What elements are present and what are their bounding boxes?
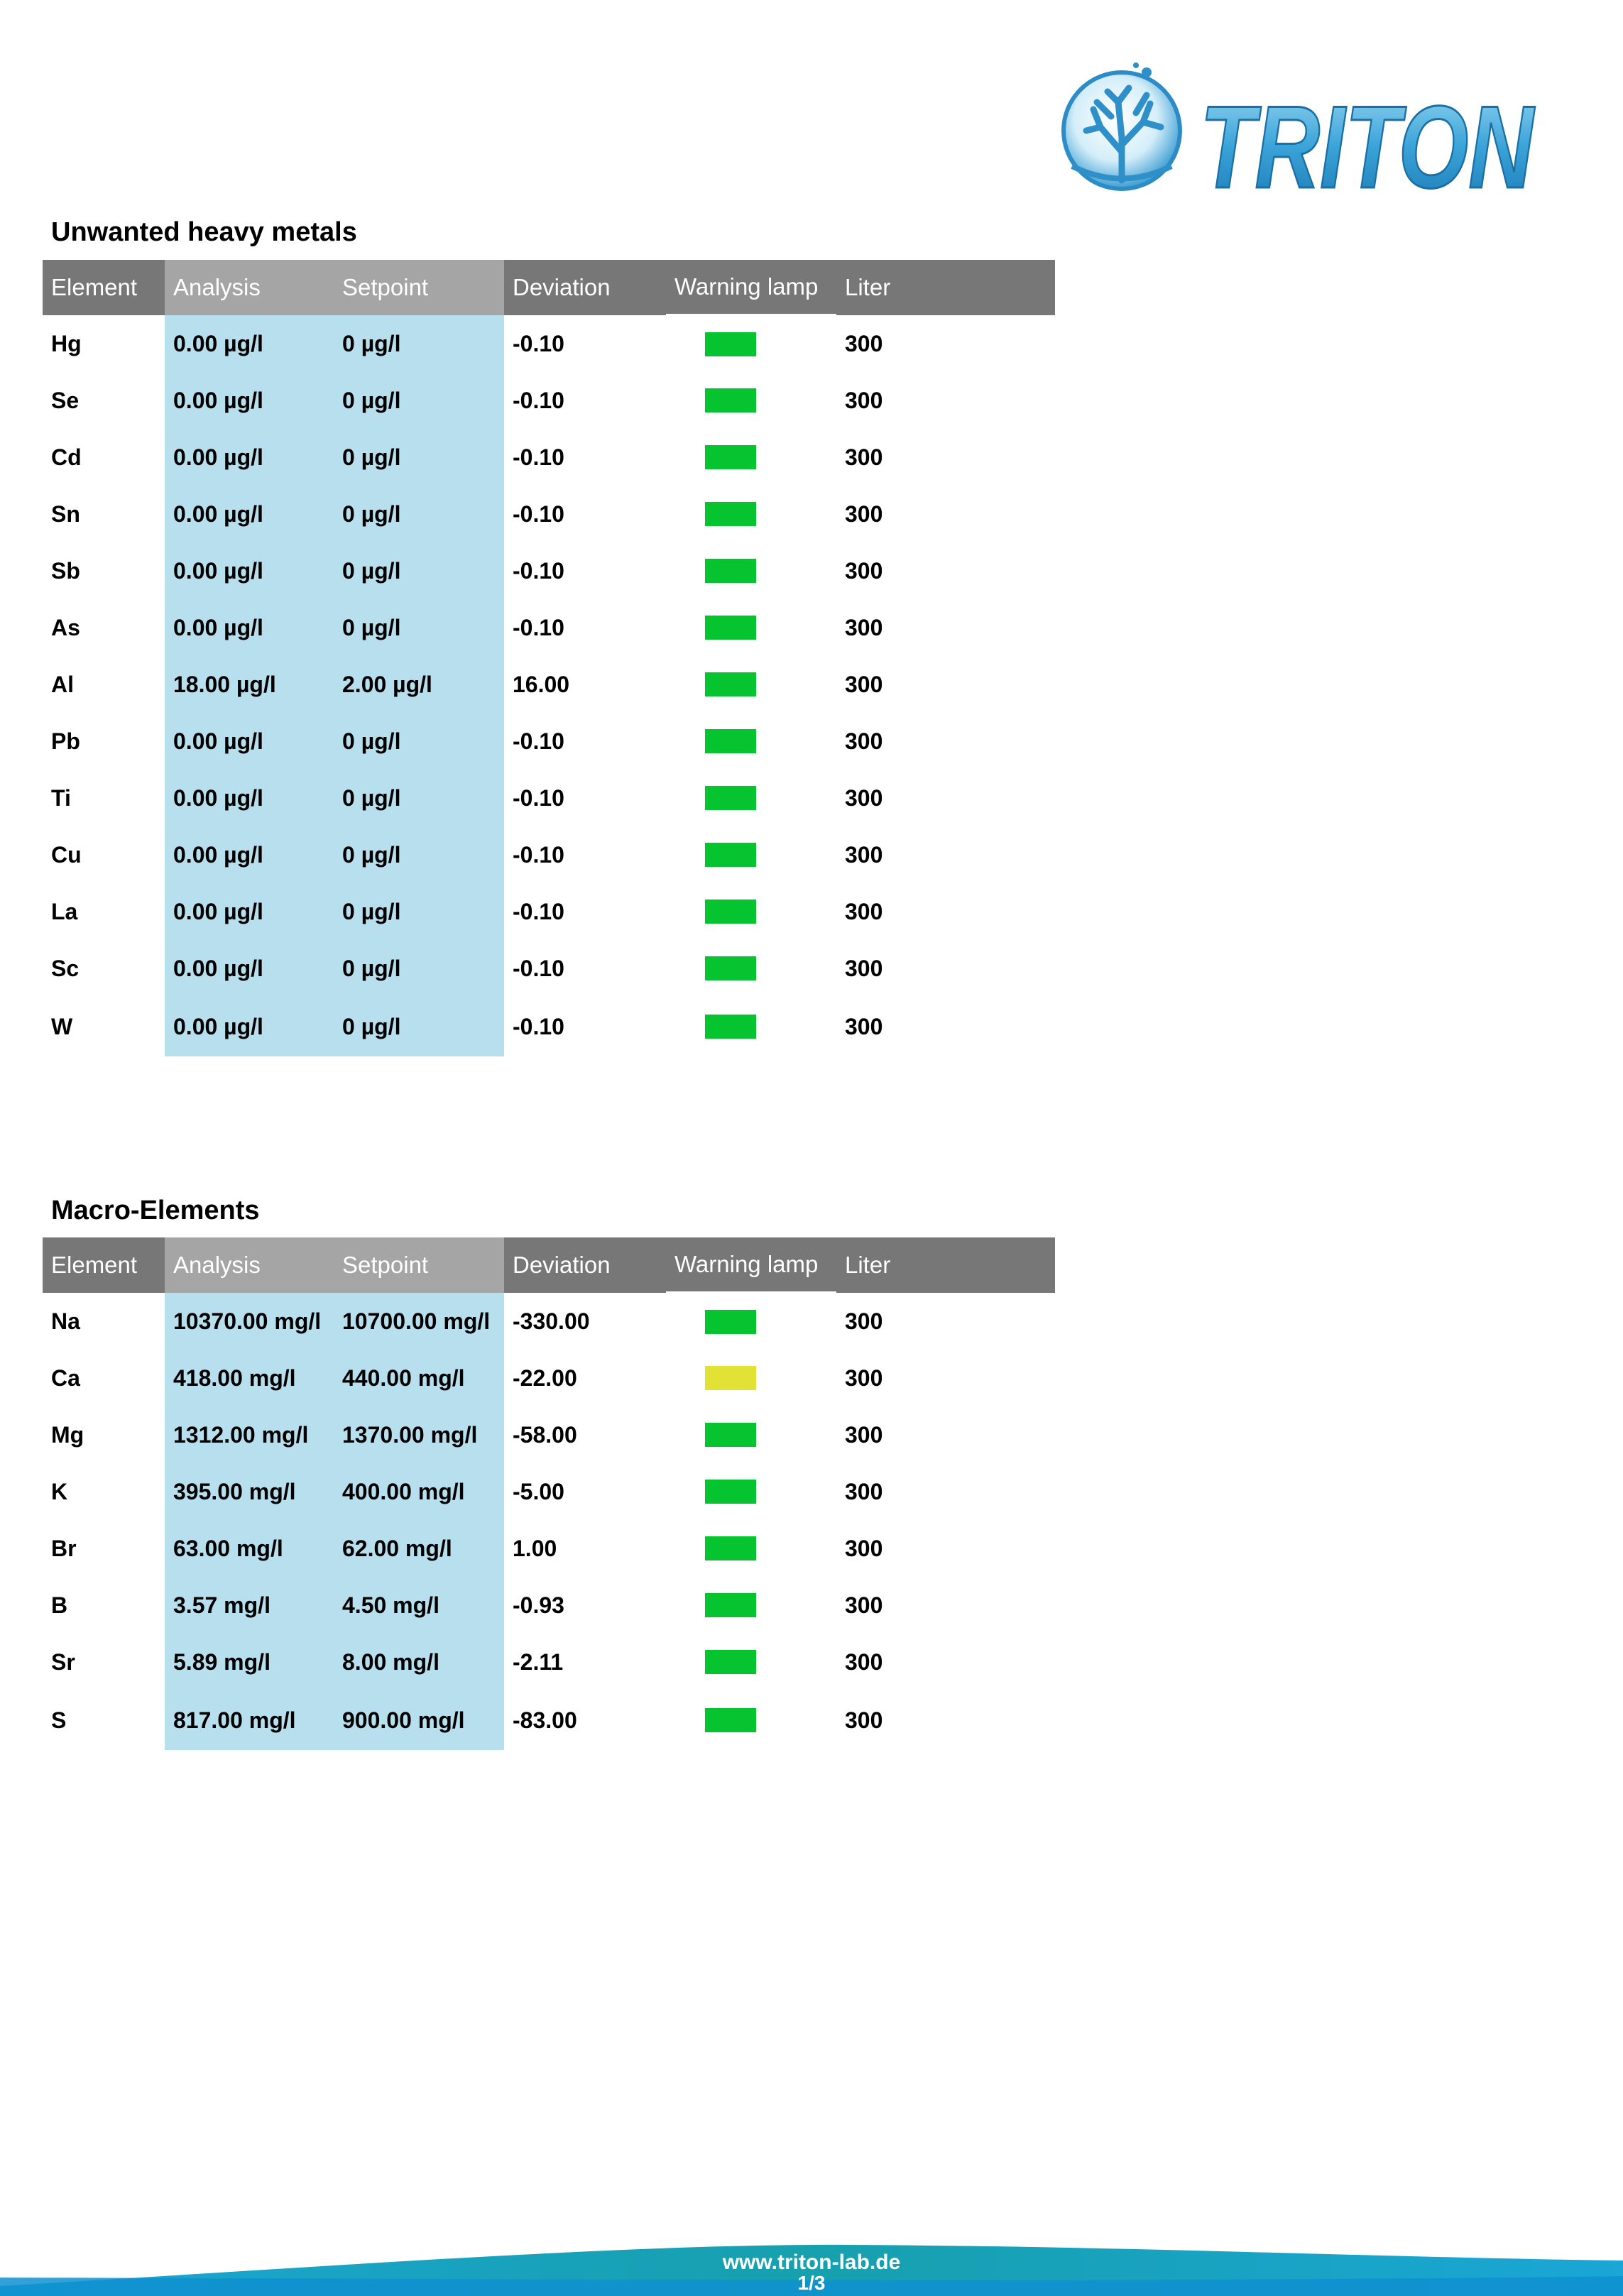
deviation-cell: -0.10 [513,898,564,924]
setpoint-cell: 0 µg/l [334,826,504,883]
analysis-cell: 0.00 µg/l [165,940,334,997]
warning-lamp-indicator [705,1593,756,1617]
table-row [43,1577,1055,1634]
setpoint-cell: 0 µg/l [334,997,504,1056]
setpoint-cell: 0 µg/l [334,599,504,656]
element-cell: S [51,1707,67,1733]
heavy-metals-rows [43,315,1055,1056]
macro-elements-title: Macro-Elements [51,1196,260,1225]
warning-lamp-cell [666,1293,836,1350]
setpoint-cell: 400.00 mg/l [334,1463,504,1520]
element-cell: Sb [51,557,80,584]
liter-cell: 300 [845,1013,883,1039]
table-row [43,1634,1055,1690]
table-row [43,1406,1055,1463]
table-row [43,940,1055,997]
macro-elements-table [43,1237,1055,1750]
deviation-cell: -0.10 [513,841,564,868]
triton-logo [1058,60,1541,212]
col-header-element: Element [43,1237,165,1293]
warning-lamp-cell [666,1577,836,1634]
warning-lamp-cell [666,599,836,656]
deviation-cell: -0.10 [513,330,564,356]
warning-lamp-indicator [705,1480,756,1504]
liter-cell: 300 [845,444,883,470]
table-row [43,770,1055,826]
element-cell: Br [51,1535,77,1561]
warning-lamp-cell [666,1520,836,1577]
element-cell: Hg [51,330,82,356]
analysis-cell: 817.00 mg/l [165,1690,334,1750]
setpoint-cell: 4.50 mg/l [334,1577,504,1634]
setpoint-cell: 62.00 mg/l [334,1520,504,1577]
table-row [43,656,1055,713]
analysis-cell: 0.00 µg/l [165,372,334,429]
element-cell: Cd [51,444,82,470]
analysis-cell: 0.00 µg/l [165,770,334,826]
analysis-cell: 0.00 µg/l [165,599,334,656]
deviation-cell: -0.10 [513,955,564,981]
col-header-liter: Liter [836,260,1055,315]
deviation-cell: -0.10 [513,501,564,527]
col-header-setpoint: Setpoint [334,260,504,315]
deviation-cell: -5.00 [513,1478,564,1504]
warning-lamp-indicator [705,900,756,924]
warning-lamp-indicator [705,559,756,583]
warning-lamp-cell [666,1690,836,1750]
table-row [43,1293,1055,1350]
element-cell: Se [51,387,80,413]
deviation-cell: -22.00 [513,1365,577,1391]
element-cell: Sr [51,1649,75,1675]
liter-cell: 300 [845,387,883,413]
deviation-cell: 1.00 [513,1535,557,1561]
liter-cell: 300 [845,955,883,981]
setpoint-cell: 0 µg/l [334,713,504,770]
liter-cell: 300 [845,1592,883,1618]
liter-cell: 300 [845,1365,883,1391]
analysis-cell: 5.89 mg/l [165,1634,334,1690]
table-row [43,599,1055,656]
table-row [43,486,1055,542]
warning-lamp-cell [666,542,836,599]
col-header-analysis: Analysis [165,1237,334,1293]
deviation-cell: -330.00 [513,1308,590,1334]
element-cell: Ca [51,1365,80,1391]
deviation-cell: 16.00 [513,671,570,697]
warning-lamp-indicator [705,843,756,867]
element-cell: Sn [51,501,80,527]
analysis-cell: 63.00 mg/l [165,1520,334,1577]
warning-lamp-cell [666,826,836,883]
deviation-cell: -0.10 [513,1013,564,1039]
element-cell: W [51,1013,73,1039]
liter-cell: 300 [845,330,883,356]
deviation-cell: -0.10 [513,785,564,811]
analysis-cell: 18.00 µg/l [165,656,334,713]
warning-lamp-cell [666,997,836,1056]
macro-elements-rows [43,1293,1055,1750]
setpoint-cell: 0 µg/l [334,883,504,940]
col-header-liter: Liter [836,1237,1055,1293]
deviation-cell: -2.11 [513,1649,564,1675]
liter-cell: 300 [845,614,883,640]
analysis-cell: 0.00 µg/l [165,883,334,940]
table-row [43,429,1055,486]
table-row [43,542,1055,599]
col-header-deviation: Deviation [504,260,666,315]
warning-lamp-indicator [705,1310,756,1334]
element-cell: Mg [51,1421,84,1448]
warning-lamp-cell [666,429,836,486]
liter-cell: 300 [845,1308,883,1334]
analysis-cell: 0.00 µg/l [165,826,334,883]
table-row [43,315,1055,372]
element-cell: As [51,614,80,640]
liter-cell: 300 [845,785,883,811]
element-cell: Al [51,671,74,697]
deviation-cell: -58.00 [513,1421,577,1448]
page-number: 1/3 [797,2272,826,2294]
setpoint-cell: 0 µg/l [334,770,504,826]
warning-lamp-indicator [705,729,756,753]
analysis-cell: 0.00 µg/l [165,542,334,599]
element-cell: Sc [51,955,80,981]
analysis-cell: 3.57 mg/l [165,1577,334,1634]
col-header-analysis: Analysis [165,260,334,315]
warning-lamp-indicator [705,502,756,526]
warning-lamp-cell [666,1463,836,1520]
heavy-metals-title: Unwanted heavy metals [51,217,357,247]
table-row [43,1520,1055,1577]
liter-cell: 300 [845,898,883,924]
setpoint-cell: 2.00 µg/l [334,656,504,713]
warning-lamp-indicator [705,445,756,469]
warning-lamp-cell [666,315,836,372]
element-cell: Pb [51,728,80,754]
liter-cell: 300 [845,557,883,584]
element-cell: La [51,898,78,924]
deviation-cell: -0.10 [513,728,564,754]
warning-lamp-indicator [705,1650,756,1674]
liter-cell: 300 [845,671,883,697]
deviation-cell: -0.10 [513,444,564,470]
setpoint-cell: 0 µg/l [334,940,504,997]
setpoint-cell: 0 µg/l [334,372,504,429]
liter-cell: 300 [845,1535,883,1561]
analysis-cell: 10370.00 mg/l [165,1293,334,1350]
warning-lamp-indicator [705,956,756,980]
table-header [43,1237,1055,1293]
warning-lamp-indicator [705,616,756,640]
liter-cell: 300 [845,1649,883,1675]
table-row [43,1463,1055,1520]
warning-lamp-cell [666,1634,836,1690]
setpoint-cell: 0 µg/l [334,315,504,372]
liter-cell: 300 [845,1421,883,1448]
element-cell: Cu [51,841,82,868]
table-row [43,826,1055,883]
col-header-element: Element [43,260,165,315]
table-row [43,883,1055,940]
warning-lamp-indicator [705,1708,756,1732]
element-cell: Na [51,1308,80,1334]
liter-cell: 300 [845,841,883,868]
analysis-cell: 0.00 µg/l [165,315,334,372]
analysis-cell: 1312.00 mg/l [165,1406,334,1463]
col-header-deviation: Deviation [504,1237,666,1293]
liter-cell: 300 [845,1478,883,1504]
setpoint-cell: 10700.00 mg/l [334,1293,504,1350]
setpoint-cell: 440.00 mg/l [334,1350,504,1406]
table-row [43,372,1055,429]
warning-lamp-cell [666,940,836,997]
warning-lamp-cell [666,486,836,542]
element-cell: B [51,1592,68,1618]
deviation-cell: -0.10 [513,557,564,584]
deviation-cell: -0.93 [513,1592,564,1618]
col-header-warning-lamp: Warning lamp [666,260,836,315]
table-header [43,260,1055,315]
warning-lamp-indicator [705,672,756,696]
deviation-cell: -83.00 [513,1707,577,1733]
liter-cell: 300 [845,501,883,527]
element-cell: Ti [51,785,71,811]
analysis-cell: 0.00 µg/l [165,429,334,486]
warning-lamp-indicator [705,1015,756,1039]
deviation-cell: -0.10 [513,387,564,413]
analysis-cell: 0.00 µg/l [165,486,334,542]
warning-lamp-cell [666,770,836,826]
table-row [43,997,1055,1056]
footer-url[interactable]: www.triton-lab.de [722,2251,901,2274]
warning-lamp-indicator [705,388,756,412]
liter-cell: 300 [845,1707,883,1733]
deviation-cell: -0.10 [513,614,564,640]
table-row [43,1690,1055,1750]
table-row [43,1350,1055,1406]
warning-lamp-cell [666,1406,836,1463]
warning-lamp-indicator [705,786,756,810]
analysis-cell: 395.00 mg/l [165,1463,334,1520]
setpoint-cell: 8.00 mg/l [334,1634,504,1690]
warning-lamp-cell [666,883,836,940]
setpoint-cell: 0 µg/l [334,542,504,599]
element-cell: K [51,1478,68,1504]
setpoint-cell: 0 µg/l [334,486,504,542]
warning-lamp-cell [666,372,836,429]
warning-lamp-cell [666,656,836,713]
warning-lamp-cell [666,713,836,770]
setpoint-cell: 1370.00 mg/l [334,1406,504,1463]
setpoint-cell: 0 µg/l [334,429,504,486]
warning-lamp-cell [666,1350,836,1406]
warning-lamp-indicator [705,1423,756,1447]
heavy-metals-table [43,260,1055,1056]
analysis-cell: 0.00 µg/l [165,997,334,1056]
col-header-warning-lamp: Warning lamp [666,1237,836,1293]
setpoint-cell: 900.00 mg/l [334,1690,504,1750]
warning-lamp-indicator [705,1366,756,1390]
analysis-cell: 418.00 mg/l [165,1350,334,1406]
coral-emblem-icon [1064,62,1180,189]
table-row [43,713,1055,770]
warning-lamp-indicator [705,332,756,356]
liter-cell: 300 [845,728,883,754]
col-header-setpoint: Setpoint [334,1237,504,1293]
warning-lamp-indicator [705,1536,756,1560]
analysis-cell: 0.00 µg/l [165,713,334,770]
triton-wordmark: TRITON [1200,82,1536,212]
